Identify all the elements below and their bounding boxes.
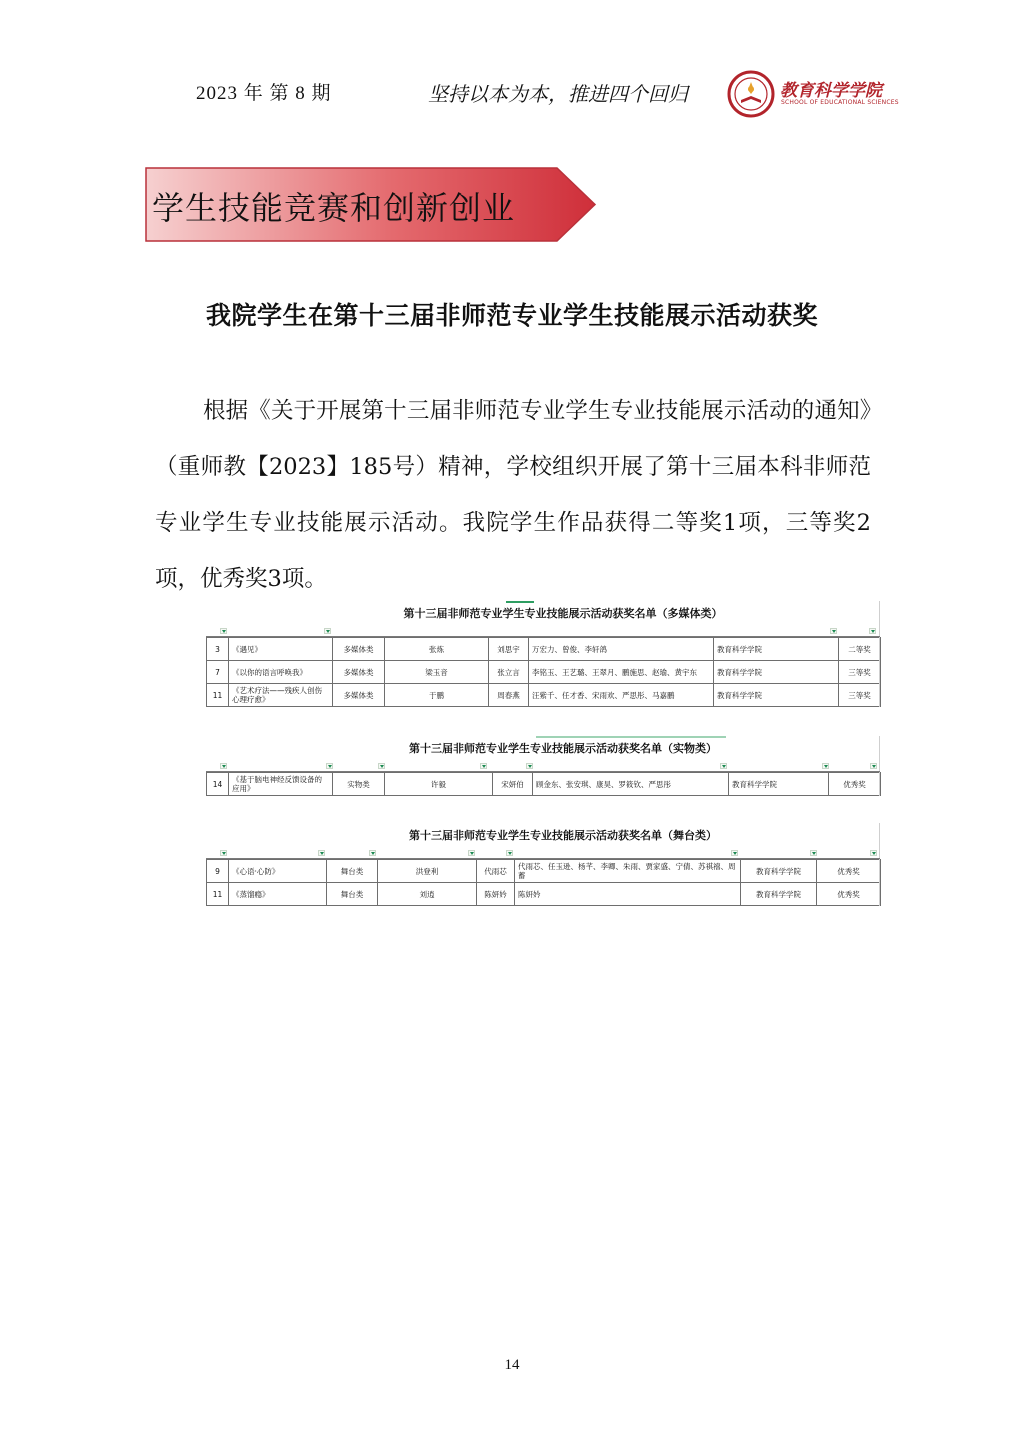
- cell-award: 三等奖: [839, 661, 881, 684]
- table-top-accent: [506, 601, 534, 603]
- cell-college: 教育科学学院: [714, 638, 839, 661]
- cell-work: 《基于脑电神经反馈设备的应用》: [229, 773, 333, 796]
- table-title: 第十三届非师范专业学生专业技能展示活动获奖名单（多媒体类）: [403, 607, 723, 620]
- cell-college: 教育科学学院: [729, 773, 829, 796]
- cell-category: 舞台类: [327, 860, 378, 883]
- award-table: [206, 637, 881, 707]
- cell-work: 《以你的语言呼唤我》: [229, 661, 333, 684]
- section-banner-title: 学生技能竞赛和创新创业: [152, 189, 516, 227]
- cell-leader: 张立言: [489, 661, 529, 684]
- table-row: [207, 661, 881, 684]
- table-row: [207, 773, 881, 796]
- filter-dropdown-icon[interactable]: [480, 763, 487, 769]
- article-title: 我院学生在第十三届非师范专业学生技能展示活动获奖: [205, 301, 818, 330]
- cell-advisor: 于鹏: [385, 684, 489, 707]
- filter-dropdown-icon[interactable]: [220, 763, 227, 769]
- cell-advisor: 梁玉音: [385, 661, 489, 684]
- cell-index: 7: [207, 661, 229, 684]
- cell-award: 二等奖: [839, 638, 881, 661]
- filter-dropdown-icon[interactable]: [870, 763, 877, 769]
- filter-row: [206, 762, 880, 772]
- page-header: [0, 70, 1024, 120]
- cell-advisor: 刘逍: [378, 883, 477, 906]
- filter-row: [206, 849, 880, 859]
- cell-members: 万宏力、曾俊、李轩鸽: [529, 638, 714, 661]
- page-number: 14: [504, 1357, 520, 1373]
- cell-college: 教育科学学院: [741, 860, 817, 883]
- cell-members: 顾金东、张安琪、康昊、罗筱钦、严思彤: [533, 773, 729, 796]
- cell-leader: 刘思宇: [489, 638, 529, 661]
- cell-index: 14: [207, 773, 229, 796]
- cell-advisor: 张炼: [385, 638, 489, 661]
- cell-category: 多媒体类: [333, 661, 385, 684]
- table-frame-edge: [879, 823, 880, 906]
- cell-index: 9: [207, 860, 229, 883]
- cell-index: 3: [207, 638, 229, 661]
- table-row: [207, 638, 881, 661]
- cell-work: 《心语·心防》: [229, 860, 327, 883]
- filter-dropdown-icon[interactable]: [870, 850, 877, 856]
- table-row: [207, 883, 881, 906]
- cell-leader: 陈妍妗: [477, 883, 515, 906]
- cell-work: 《遇见》: [229, 638, 333, 661]
- filter-dropdown-icon[interactable]: [378, 763, 385, 769]
- cell-category: 舞台类: [327, 883, 378, 906]
- article-paragraph: 根据《关于开展第十三届非师范专业学生专业技能展示活动的通知》（重师教【2023】185号）精神，学校组织开展了第十三届本科非师范专业学生专业技能展示活动。我院学生作品获得二等奖1项，三等奖2项，优秀奖3项。: [155, 398, 871, 592]
- table-frame-edge: [879, 601, 880, 707]
- table-row: [207, 860, 881, 883]
- cell-advisor: 许毅: [385, 773, 493, 796]
- filter-dropdown-icon[interactable]: [720, 763, 727, 769]
- issue-label: 2023 年 第 8 期: [196, 83, 332, 104]
- filter-dropdown-icon[interactable]: [220, 850, 227, 856]
- cell-college: 教育科学学院: [714, 661, 839, 684]
- filter-dropdown-icon[interactable]: [220, 628, 227, 634]
- cell-work: 《艺术疗法——残疾人创伤心理疗愈》: [229, 684, 333, 707]
- filter-active-icon[interactable]: [810, 850, 817, 856]
- cell-award: 优秀奖: [817, 883, 881, 906]
- cell-award: 优秀奖: [817, 860, 881, 883]
- filter-dropdown-icon[interactable]: [731, 850, 738, 856]
- cell-college: 教育科学学院: [714, 684, 839, 707]
- filter-row: [206, 627, 880, 637]
- filter-dropdown-icon[interactable]: [506, 850, 513, 856]
- cell-index: 11: [207, 684, 229, 707]
- filter-dropdown-icon[interactable]: [324, 628, 331, 634]
- table-row: [207, 684, 881, 707]
- table-top-accent: [536, 736, 726, 738]
- cell-category: 实物类: [333, 773, 385, 796]
- school-name-en: SCHOOL OF EDUCATIONAL SCIENCES: [781, 99, 899, 106]
- cell-category: 多媒体类: [333, 638, 385, 661]
- cell-members: 汪紫千、任才香、宋雨欢、严思彤、马嘉鹏: [529, 684, 714, 707]
- filter-dropdown-icon[interactable]: [869, 628, 876, 634]
- cell-members: 陈妍妗: [515, 883, 741, 906]
- table-title: 第十三届非师范专业学生专业技能展示活动获奖名单（舞台类）: [409, 829, 717, 842]
- award-table-multimedia: [206, 601, 880, 707]
- school-seal-icon: [727, 70, 775, 118]
- cell-leader: 代雨芯: [477, 860, 515, 883]
- award-table: [206, 859, 881, 906]
- cell-advisor: 洪登利: [378, 860, 477, 883]
- award-table-stage: [206, 823, 880, 906]
- cell-award: 优秀奖: [829, 773, 881, 796]
- filter-dropdown-icon[interactable]: [468, 850, 475, 856]
- cell-work: 《蒸馏瘾》: [229, 883, 327, 906]
- cell-college: 教育科学学院: [741, 883, 817, 906]
- cell-members: 代雨芯、任玉逊、杨芊、李卿、朱雨、贾家盛、宁倩、苏祺禧、周蓄: [515, 860, 741, 883]
- filter-active-icon[interactable]: [830, 628, 837, 634]
- filter-dropdown-icon[interactable]: [369, 850, 376, 856]
- award-table-physical: [206, 736, 880, 796]
- cell-members: 李铭玉、王艺璐、王翠月、鹏施思、赵瑜、黄宇东: [529, 661, 714, 684]
- cell-category: 多媒体类: [333, 684, 385, 707]
- filter-dropdown-icon[interactable]: [318, 850, 325, 856]
- filter-dropdown-icon[interactable]: [326, 763, 333, 769]
- cell-index: 11: [207, 883, 229, 906]
- school-name: 教育科学学院: [780, 81, 882, 101]
- filter-active-icon[interactable]: [822, 763, 829, 769]
- filter-dropdown-icon[interactable]: [526, 763, 533, 769]
- cell-leader: 周春燕: [489, 684, 529, 707]
- table-title: 第十三届非师范专业学生专业技能展示活动获奖名单（实物类）: [409, 742, 717, 755]
- award-table: [206, 772, 881, 796]
- cell-leader: 宋妍伯: [493, 773, 533, 796]
- header-motto: 坚持以本为本，推进四个回归: [428, 82, 688, 106]
- cell-award: 三等奖: [839, 684, 881, 707]
